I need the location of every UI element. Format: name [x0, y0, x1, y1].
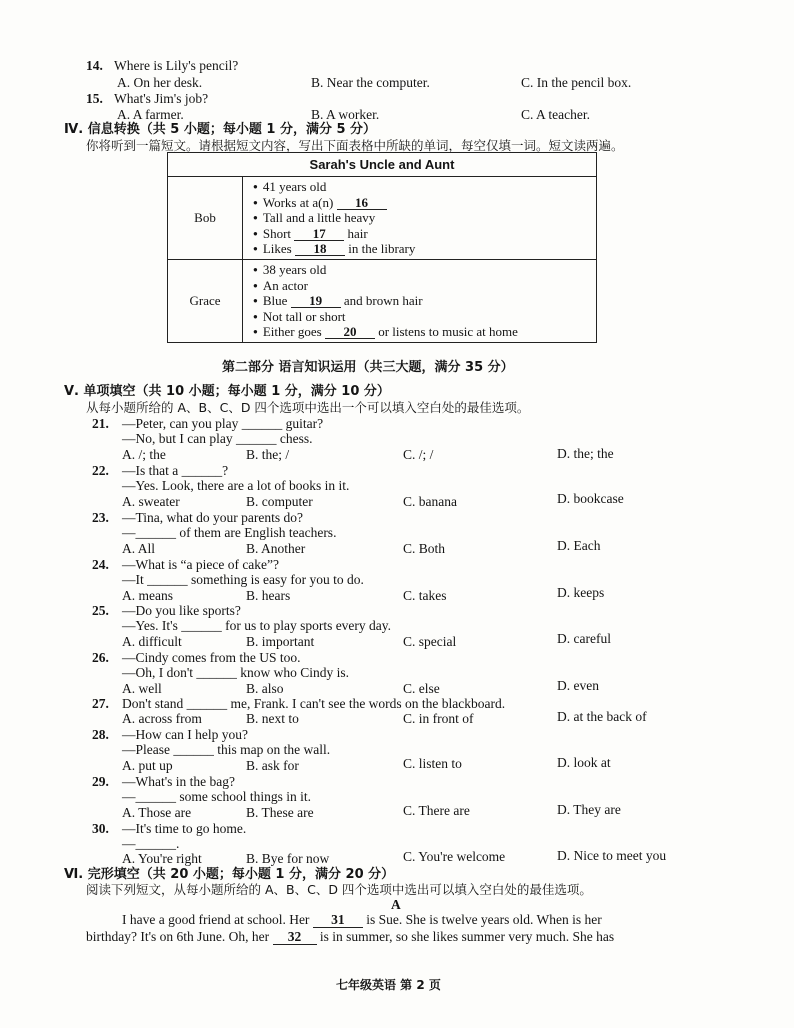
- section-instructions: 阅读下列短文，从每小题所给的 A、B、C、D 四个选项中选出可以填入空白处的最佳选项。: [86, 882, 592, 897]
- question-number: 30.: [92, 821, 109, 836]
- info-table: [167, 152, 597, 343]
- option-d: D. Nice to meet you: [557, 848, 667, 863]
- answer-blank[interactable]: 32: [273, 929, 317, 945]
- section-title: Ⅳ. 信息转换（共 5 小题；每小题 1 分，满分 5 分）: [64, 122, 377, 137]
- question-stem: —______ some school things in it.: [122, 789, 311, 804]
- option-b: B. A worker.: [311, 107, 380, 122]
- question-stem: —Tina, what do your parents do?: [122, 510, 303, 525]
- question-stem: —Do you like sports?: [122, 603, 241, 618]
- question-number: 28.: [92, 727, 109, 742]
- option-c: C. There are: [403, 803, 470, 818]
- option-c: C. /; /: [403, 447, 434, 462]
- question-number: 22.: [92, 463, 109, 478]
- list-item: ● Works at a(n) 16: [253, 195, 596, 211]
- question-stem: —It's time to go home.: [122, 821, 247, 836]
- answer-blank[interactable]: 31: [313, 912, 363, 928]
- question-stem: —What's in the bag?: [122, 774, 236, 789]
- option-c: C. in front of: [403, 711, 474, 726]
- table-title: Sarah's Uncle and Aunt: [168, 153, 597, 177]
- option-b: B. computer: [246, 494, 313, 509]
- option-b: B. Bye for now: [246, 851, 330, 866]
- option-c: C. listen to: [403, 756, 462, 771]
- question-stem: —Yes. It's ______ for us to play sports every day.: [122, 618, 392, 633]
- list-item: ● 38 years old: [253, 262, 596, 278]
- option-c: C. A teacher.: [521, 107, 590, 122]
- question-stem: What's Jim's job?: [114, 91, 209, 106]
- list-item: ● Short 17 hair: [253, 226, 596, 242]
- option-b: B. These are: [246, 805, 314, 820]
- question-number: 29.: [92, 774, 109, 789]
- passage-line: I have a good friend at school. Her 31 is Sue. She is twelve years old. When is her: [122, 912, 602, 927]
- answer-blank[interactable]: 18: [295, 242, 345, 256]
- option-d: D. careful: [557, 631, 611, 646]
- table-row-grace: [168, 259, 597, 342]
- option-c: C. takes: [403, 588, 447, 603]
- option-a: A. You're right: [122, 851, 202, 866]
- option-b: B. Another: [246, 541, 306, 556]
- question-stem: —It ______ something is easy for you to do.: [122, 572, 364, 587]
- option-a: A. difficult: [122, 634, 182, 649]
- question-stem: —Please ______ this map on the wall.: [122, 742, 331, 757]
- question-number: 14.: [86, 58, 103, 73]
- question-number: 27.: [92, 696, 109, 711]
- option-d: D. keeps: [557, 585, 605, 600]
- answer-blank[interactable]: 17: [294, 227, 344, 241]
- option-b: B. hears: [246, 588, 291, 603]
- list-item: ● Likes 18 in the library: [253, 241, 596, 257]
- option-c: C. special: [403, 634, 457, 649]
- list-item: ● Either goes 20 or listens to music at home: [253, 324, 596, 340]
- question-stem: —Is that a ______?: [122, 463, 229, 478]
- section-title: Ⅵ. 完形填空（共 20 小题；每小题 1 分，满分 20 分）: [64, 867, 395, 882]
- option-d: D. even: [557, 678, 599, 693]
- answer-blank[interactable]: 19: [291, 294, 341, 308]
- option-c: C. In the pencil box.: [521, 75, 632, 90]
- option-a: A. /; the: [122, 447, 166, 462]
- person-name: Grace: [168, 259, 243, 342]
- answer-blank[interactable]: 20: [325, 325, 375, 339]
- option-a: A. well: [122, 681, 162, 696]
- list-item: ● Not tall or short: [253, 309, 596, 325]
- option-b: B. ask for: [246, 758, 299, 773]
- question-number: 15.: [86, 91, 103, 106]
- option-d: D. bookcase: [557, 491, 624, 506]
- option-d: D. look at: [557, 755, 611, 770]
- list-item: ● Tall and a little heavy: [253, 210, 596, 226]
- list-item: ● An actor: [253, 278, 596, 294]
- section-title: Ⅴ. 单项填空（共 10 小题；每小题 1 分，满分 10 分）: [64, 384, 390, 399]
- question-stem: —Yes. Look, there are a lot of books in it.: [122, 478, 350, 493]
- list-item: ● Blue 19 and brown hair: [253, 293, 596, 309]
- person-name: Bob: [168, 177, 243, 260]
- answer-blank[interactable]: 16: [337, 196, 387, 210]
- question-stem: —How can I help you?: [122, 727, 248, 742]
- option-a: A. A farmer.: [117, 107, 184, 122]
- option-a: A. sweater: [122, 494, 180, 509]
- question-stem: —Oh, I don't ______ know who Cindy is.: [122, 665, 350, 680]
- option-b: B. important: [246, 634, 315, 649]
- section-instructions: 从每小题所给的 A、B、C、D 四个选项中选出一个可以填入空白处的最佳选项。: [86, 400, 530, 415]
- passage-line: birthday? It's on 6th June. Oh, her 32 is in summer, so she likes summer very much. She has: [86, 929, 615, 944]
- option-d: D. Each: [557, 538, 601, 553]
- page-footer: 七年级英语 第 2 页: [336, 978, 441, 992]
- option-b: B. next to: [246, 711, 299, 726]
- option-a: A. Those are: [122, 805, 192, 820]
- option-d: D. the; the: [557, 446, 614, 461]
- question-stem: Don't stand ______ me, Frank. I can't see the words on the blackboard.: [122, 696, 506, 711]
- question-number: 24.: [92, 557, 109, 572]
- option-b: B. the; /: [246, 447, 290, 462]
- question-stem: —No, but I can play ______ chess.: [122, 431, 313, 446]
- question-number: 21.: [92, 416, 109, 431]
- option-c: C. banana: [403, 494, 457, 509]
- option-d: D. They are: [557, 802, 621, 817]
- question-stem: —______ of them are English teachers.: [122, 525, 337, 540]
- question-number: 26.: [92, 650, 109, 665]
- option-b: B. Near the computer.: [311, 75, 430, 90]
- part-heading: 第二部分 语言知识运用（共三大题，满分 35 分）: [222, 360, 514, 375]
- question-stem: Where is Lily's pencil?: [114, 58, 239, 73]
- question-stem: —______.: [122, 836, 180, 851]
- passage-label: A: [391, 897, 401, 912]
- list-item: ● 41 years old: [253, 179, 596, 195]
- section-instructions: 你将听到一篇短文。请根据短文内容，写出下面表格中所缺的单词，每空仅填一词。短文读两遍。: [86, 138, 624, 153]
- option-c: C. else: [403, 681, 440, 696]
- question-number: 23.: [92, 510, 109, 525]
- option-a: A. All: [122, 541, 156, 556]
- option-c: C. You're welcome: [403, 849, 506, 864]
- option-d: D. at the back of: [557, 709, 647, 724]
- option-c: C. Both: [403, 541, 446, 556]
- question-stem: —Cindy comes from the US too.: [122, 650, 301, 665]
- table-row-bob: [168, 177, 597, 260]
- option-a: A. across from: [122, 711, 202, 726]
- question-number: 25.: [92, 603, 109, 618]
- question-stem: —Peter, can you play ______ guitar?: [122, 416, 324, 431]
- question-stem: —What is “a piece of cake”?: [122, 557, 280, 572]
- option-a: A. On her desk.: [117, 75, 203, 90]
- option-a: A. put up: [122, 758, 173, 773]
- option-b: B. also: [246, 681, 284, 696]
- option-a: A. means: [122, 588, 173, 603]
